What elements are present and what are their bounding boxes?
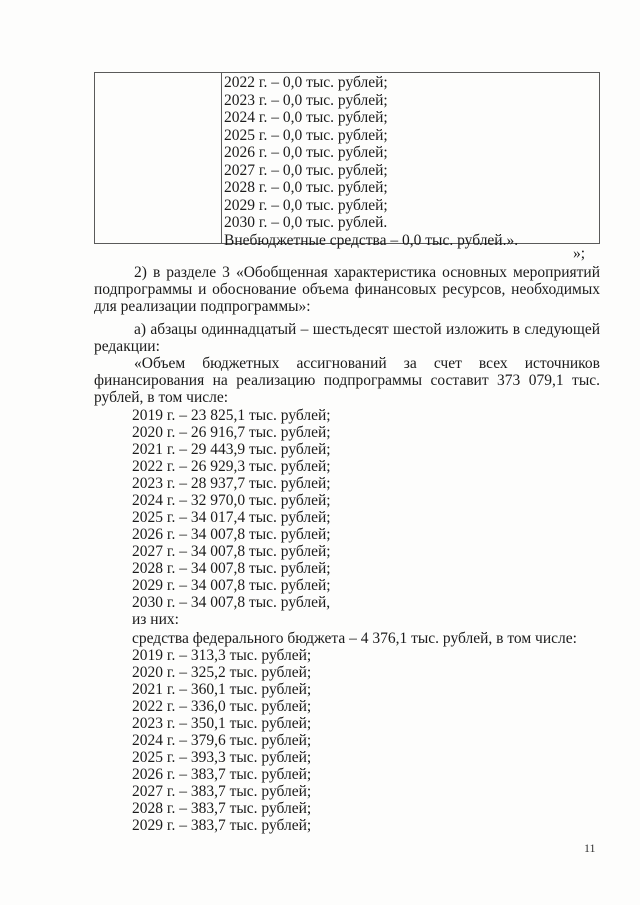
table-line: Внебюджетные средства – 0,0 тыс. рублей.». [224,231,519,249]
list-item: 2020 г. – 26 916,7 тыс. рублей; [132,424,331,441]
table-line: 2029 г. – 0,0 тыс. рублей; [224,196,388,214]
table-line: 2026 г. – 0,0 тыс. рублей; [224,144,388,161]
list-item: 2027 г. – 34 007,8 тыс. рублей; [132,543,331,560]
federal-budget-intro: средства федерального бюджета – 4 376,1 тыс. рублей, в том числе: [132,630,577,647]
item-a-paragraph: а) абзацы одиннадцатый – шестьдесят шестой изложить в следующей редакции: [94,321,600,355]
list-item: 2019 г. – 313,3 тыс. рублей; [132,647,312,664]
list-item: 2022 г. – 336,0 тыс. рублей; [132,698,312,715]
list-item: 2021 г. – 360,1 тыс. рублей; [132,681,312,698]
table-right-cell [224,74,596,249]
page-number: 11 [584,841,596,855]
list-item: 2020 г. – 325,2 тыс. рублей; [132,664,312,681]
list-item: 2021 г. – 29 443,9 тыс. рублей; [132,441,331,458]
list-item: 2028 г. – 383,7 тыс. рублей; [132,800,312,817]
list-item: 2026 г. – 34 007,8 тыс. рублей; [132,526,331,543]
list-item: 2025 г. – 393,3 тыс. рублей; [132,749,312,766]
of-them-label: из них: [132,611,179,628]
table-line: 2024 г. – 0,0 тыс. рублей; [224,109,388,126]
budget-table [94,72,600,249]
section-paragraph: 2) в разделе 3 «Обобщенная характеристика основных мероприятий подпрограммы и обоснование объема финансовых ресурсов, необходимых для реализации подпрограммы»: [94,264,600,315]
list-item: 2023 г. – 28 937,7 тыс. рублей; [132,475,331,492]
list-item: 2025 г. – 34 017,4 тыс. рублей; [132,509,331,526]
list-item: 2030 г. – 34 007,8 тыс. рублей, [132,594,331,611]
quote-paragraph: «Объем бюджетных ассигнований за счет всех источников финансирования на реализацию подпрограммы составит 373 079,1 тыс. рублей, в том числе: [94,355,600,406]
list-item: 2024 г. – 379,6 тыс. рублей; [132,732,312,749]
list-item: 2022 г. – 26 929,3 тыс. рублей; [132,458,331,475]
list-item: 2029 г. – 383,7 тыс. рублей; [132,817,312,834]
list-item: 2028 г. – 34 007,8 тыс. рублей; [132,560,331,577]
list-item: 2027 г. – 383,7 тыс. рублей; [132,783,312,800]
list-item: 2029 г. – 34 007,8 тыс. рублей; [132,577,331,594]
table-line: 2028 г. – 0,0 тыс. рублей; [224,179,388,196]
table-closing-quote: »; [573,245,586,262]
table-line: 2022 г. – 0,0 тыс. рублей; [224,74,388,91]
table-line: 2023 г. – 0,0 тыс. рублей; [224,91,388,109]
table-line: 2027 г. – 0,0 тыс. рублей; [224,161,388,179]
list-item: 2026 г. – 383,7 тыс. рублей; [132,766,312,783]
table-column-divider [221,73,222,243]
list-item: 2019 г. – 23 825,1 тыс. рублей; [132,407,331,424]
table-line: 2030 г. – 0,0 тыс. рублей. [224,214,388,231]
list-item: 2023 г. – 350,1 тыс. рублей; [132,715,312,732]
list-item: 2024 г. – 32 970,0 тыс. рублей; [132,492,331,509]
table-line: 2025 г. – 0,0 тыс. рублей; [224,126,388,144]
